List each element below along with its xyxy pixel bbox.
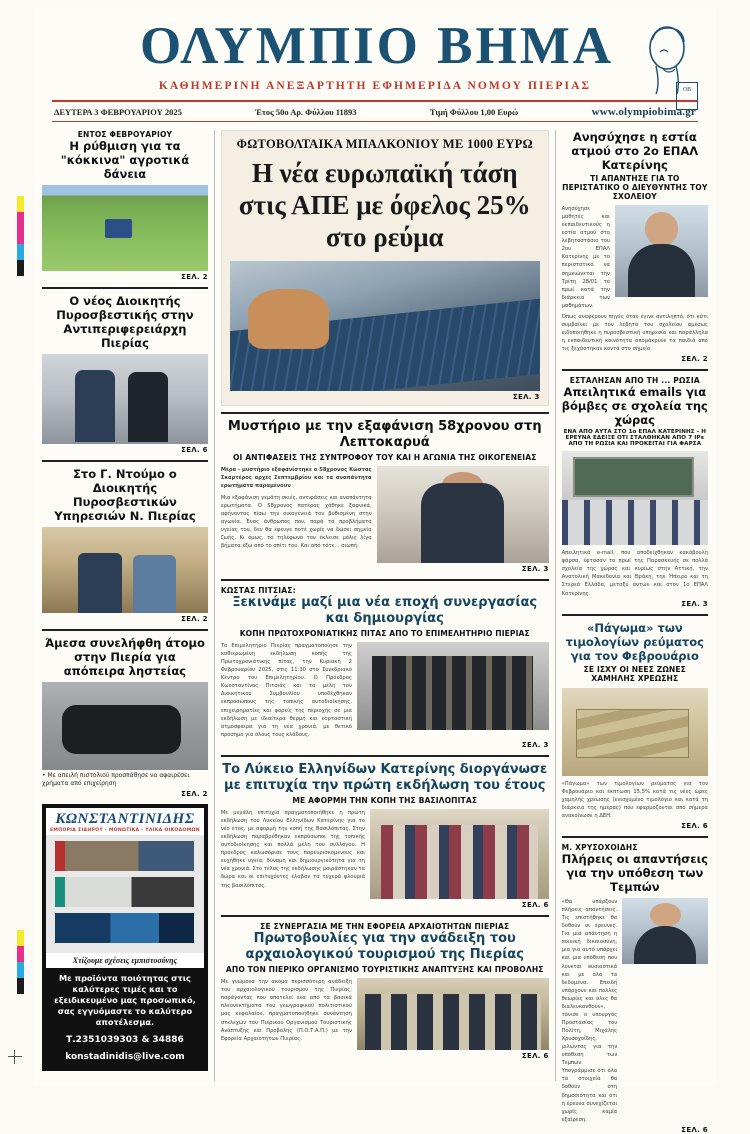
ad-image-collage	[46, 835, 204, 953]
kicker: ΚΩΣΤΑΣ ΠΙΤΣΙΑΣ:	[220, 585, 296, 595]
newspaper-front-page	[34, 8, 716, 1134]
divider	[221, 412, 549, 414]
left-column	[42, 130, 208, 1081]
photo-meeting-table	[357, 978, 549, 1050]
page-reference: ΣΕΛ. 2	[181, 615, 208, 624]
subdeck: ΑΠΟ ΤΟΝ ΠΙΕΡΙΚΟ ΟΡΓΑΝΙΣΜΟ ΤΟΥΡΙΣΤΙΚΗΣ ΑΝΑΠΤΥΞΗΣ ΚΑΙ ΠΡΟΒΟΛΗΣ	[225, 965, 544, 975]
masthead-rule	[52, 100, 698, 102]
headline: Μυστήριο με την εξαφάνιση 58χρονου στη Λεπτοκαρυά	[227, 418, 542, 450]
photo-office-meeting	[42, 527, 208, 613]
story-lykeio-ellinidon[interactable]	[221, 762, 549, 909]
photo-women-event	[370, 809, 549, 899]
story-body: «Πάγωμα» των τιμολογίων ρεύματος για τον Φεβρουάριο και έκπτωση 15,5% κατά τις νέες ώρες χαμηλής χρέωσης (ενισχυμένο τιμολόγιο και κατά τη διάρκεια της ημέρας) που εφαρμόζονται από σήμερα ανακοίνωσε η ΔΕΗ.	[561, 780, 708, 819]
ad-tagline: ΕΜΠΟΡΙΑ ΣΙΔΗΡΟΥ · ΜΟΝΩΤΙΚΑ · ΥΛΙΚΑ ΟΙΚΟΔΟΜΩΝ	[49, 827, 200, 833]
registration-cross-mark	[8, 1050, 22, 1064]
page-reference: ΣΕΛ. 2	[181, 273, 208, 282]
story-epal-steam-incident[interactable]	[562, 130, 708, 363]
subdeck: ΟΙ ΑΝΤΙΦΑΣΕΙΣ ΤΗΣ ΣΥΝΤΡΟΦΟΥ ΤΟΥ ΚΑΙ Η ΑΓΩΝΙΑ ΤΗΣ ΟΙΚΟΓΕΝΕΙΑΣ	[232, 452, 537, 462]
story-body: Μια εξαφάνιση γεμάτη σκιές, αντιφάσεις και αναπάντητα ερωτήματα. Ο 58χρονος πατέρας χάθηκε ξαφνικά, αφήνοντας πίσω την οικογένειά του βυθισμένη στην αγωνία. Ένας άνθρωπος που, παρά τα προβλήματα υγείας του, δεν θα έφευγε ποτέ χωρίς να δώσει σημεία ζωής. Κι όμως, το τηλέφωνό του έκλεισε μόλις λίγα βήματα έξω από το σπίτι του. Και από τότε… σιωπή.	[220, 494, 372, 550]
page-reference: ΣΕΛ. 6	[521, 1052, 549, 1061]
issue-price: Τιμή Φύλλου 1,00 Ευρώ	[429, 107, 519, 117]
page-reference: ΣΕΛ. 6	[681, 1125, 708, 1134]
page-reference: ΣΕΛ. 6	[521, 900, 549, 909]
divider	[562, 369, 708, 371]
page-reference: ΣΕΛ. 3	[521, 564, 549, 573]
photo-firefighter-handshake	[42, 354, 208, 444]
photo-empty-classroom	[562, 451, 708, 545]
masthead-rule-secondary	[52, 121, 698, 122]
headline: Ο νέος Διοικητής Πυροσβεστικής στην Αντιπεριφερειάρχη Πιερίας	[56, 294, 194, 351]
lead-story-photovoltaics[interactable]	[221, 130, 549, 406]
column-separator	[555, 130, 556, 1081]
page-title: ΟΛΥΜΠΙΟ ΒΗΜΑ	[139, 17, 615, 75]
photo-tractor-field	[42, 185, 208, 271]
headline: Ξεκινάμε μαζί μια νέα εποχή συνεργασίας και δημιουργίας	[232, 594, 538, 626]
publisher-badge: ΟΒ	[676, 82, 698, 110]
divider	[221, 755, 549, 757]
story-lead: Ανησύχησε μαθητές και εκπαιδευτικούς η εστία ατμού στο λεβητοστάσιο του 2ου ΕΠΑΛ Κατερίνης με το περιστατικό να σημειώνεται την Τρίτη 28/01 το πρωί κατά την διάρκεια των μαθημάτων.	[561, 206, 610, 309]
kicker: ΕΝΤΟΣ ΦΕΒΡΟΥΑΡΙΟΥ	[77, 130, 173, 139]
ad-logo	[46, 808, 204, 835]
headline: Πρωτοβουλίες για την ανάδειξη του αρχαιολογικού τουρισμού της Πιερίας	[245, 930, 524, 963]
page-reference: ΣΕΛ. 6	[681, 821, 708, 830]
photo-euro-banknotes	[562, 688, 708, 776]
subdeck: ΕΝΑ ΑΠΟ ΑΥΤΑ ΣΤΟ 1ο ΕΠΑΛ ΚΑΤΕΡΙΝΗΣ - Η ΕΡΕΥΝΑ ΕΔΕΙΞΕ ΟΤΙ ΣΤΑΛΘΗΚΑΝ ΑΠΟ 7 ΙΡs ΑΠΟ ΤΗ ΡΩΣΙΑ ΚΑΙ ΠΡΟΚΕΙΤΑΙ ΓΙΑ ΦΑΡΣΑ	[563, 429, 707, 448]
page-reference: ΣΕΛ. 3	[512, 392, 540, 401]
photo-solar-panel-installation	[230, 261, 540, 391]
page-reference: ΣΕΛ. 3	[521, 740, 549, 749]
headline: Η ρύθμιση για τα "κόκκινα" αγροτικά δάνεια	[60, 139, 190, 182]
story-robbery-arrest[interactable]	[42, 636, 208, 798]
story-lead: Μέρα - μυστήριο εξαφανίστηκε ο 58χρονος Κώστας Σκαρτέρος αρχές Σεπτεμβρίου και τα αναπάντητα ερωτήματα παραμένουν	[220, 466, 372, 489]
divider	[42, 629, 208, 631]
middle-column	[221, 130, 549, 1081]
page-reference: ΣΕΛ. 2	[681, 355, 708, 364]
ad-slogan: Χτίζουμε σχέσεις εμπιστοσύνης	[46, 953, 204, 968]
headline: Πλήρεις οι απαντήσεις για την υπόθεση των Τεμπών	[561, 851, 708, 894]
masthead	[34, 8, 716, 126]
content-grid	[34, 126, 716, 1134]
photo-motorcycle	[42, 682, 208, 770]
column-separator	[214, 130, 215, 1081]
website-url[interactable]: www.olympiobima.gr	[591, 106, 696, 118]
story-electricity-price-freeze[interactable]	[562, 621, 708, 830]
divider	[562, 614, 708, 616]
headline: Απειλητικά emails για βόμβες σε σχολεία της χώρας	[561, 385, 708, 428]
story-pitsias-chamber-pie[interactable]	[221, 586, 549, 749]
ad-phone[interactable]: Τ.2351039303 & 34886	[66, 1035, 184, 1046]
ad-company-name: ΚΩΝΣΤΑΝΤΙΝΙΔΗΣ	[55, 810, 195, 827]
story-ntoumos-fire-services[interactable]	[42, 467, 208, 623]
headline: Στο Γ. Ντούμο ο Διοικητής Πυροσβεστικών Υπηρεσιών Ν. Πιερίας	[54, 467, 196, 524]
headline: Άμεσα συνελήφθη άτομο στην Πιερία για απόπειρα ληστείας	[44, 636, 205, 679]
ad-email[interactable]: konstadinidis@live.com	[65, 1051, 185, 1062]
story-body: Με γνώμονα την ακόμα περισσότερη ανάδειξη του αρχαιολογικού τουρισμού της Πιερίας, παράγοντας που αποτελεί ένα από τα βασικά πλεονεκτήματα του γεωγραφικού πολιτιστικού μας κεφαλαίου, πραγματοποιήθηκε συνάντηση στελεχών του Πιερικού Οργανισμού Τουριστικής Ανάπτυξης και Προβολής (Π.Ο.Τ.Α.Π.) με την Εφορεία Αρχαιοτήτων Πιερίας.	[220, 979, 352, 1042]
story-body: Με μεγάλη επιτυχία πραγματοποιήθηκε η πρώτη εκδήλωση του Λυκείου Ελληνίδων Κατερίνης για το νέο έτος, με αφορμή την κοπή της Βασιλόπιτας. Στην εκδήλωση παραβρέθηκαν εκπρόσωποι της τοπικής αυτοδιοίκησης και πολλά μέλη του συλλόγου. Η πρόεδρος καλωσόρισε τους παρευρισκόμενους και ευχήθηκε υγεία, δύναμη και δημιουργικότητα για τη νέα χρονιά. Στο τέλος της εκδήλωσης μοιράστηκαν τα δώρα και οι επιτυχόντες έλαβαν τα τυχερά φλουριά της βασιλόπιτας.	[220, 809, 366, 889]
subdeck: ΤΙ ΑΠΑΝΤΗΣΕ ΓΙΑ ΤΟ ΠΕΡΙΣΤΑΤΙΚΟ Ο ΔΙΕΥΘΥΝΤΗΣ ΤΟΥ ΣΧΟΛΕΙΟΥ	[562, 174, 708, 202]
masthead-info-line	[54, 106, 696, 118]
page-reference: ΣΕΛ. 6	[181, 446, 208, 455]
kicker: Μ. ΧΡΥΣΟΧΟΙΔΗΣ	[561, 842, 638, 852]
divider	[42, 287, 208, 289]
issue-date: ΔΕΥΤΕΡΑ 3 ΦΕΒΡΟΥΑΡΙΟΥ 2025	[54, 107, 182, 117]
right-column	[561, 130, 708, 1134]
headline: Το Λύκειο Ελληνίδων Κατερίνης διοργάνωσε με επιτυχία την πρώτη εκδήλωση του έτους	[222, 761, 548, 793]
story-bomb-threat-emails[interactable]	[562, 376, 708, 607]
photo-priests-ceremony	[357, 642, 549, 730]
kicker: ΣΕ ΣΥΝΕΡΓΑΣΙΑ ΜΕ ΤΗΝ ΕΦΟΡΕΙΑ ΑΡΧΑΙΟΤΗΤΩΝ ΠΙΕΡΙΑΣ	[260, 921, 510, 931]
issue-number: Έτος 50ο Αρ. Φύλλου 11893	[255, 107, 357, 117]
subdeck: ΣΕ ΙΣΧΥ ΟΙ ΝΕΕΣ ΖΩΝΕΣ ΧΑΜΗΛΗΣ ΧΡΕΩΣΗΣ	[583, 664, 686, 683]
photo-caption: • Με απειλή πιστολιού προσπάθησε να αφαιρέσει χρήματα από επιχείρηση	[42, 772, 190, 788]
page-reference: ΣΕΛ. 3	[681, 599, 708, 608]
headline: Ανησύχησε η εστία ατμού στο 2ο ΕΠΑΛ Κατερίνης	[571, 130, 699, 173]
story-archaeological-tourism[interactable]	[221, 922, 549, 1060]
subdeck: ΜΕ ΑΦΟΡΜΗ ΤΗΝ ΚΟΠΗ ΤΗΣ ΒΑΣΙΛΟΠΙΤΑΣ	[292, 795, 478, 805]
cmyk-registration-bar-bottom	[17, 930, 24, 994]
overline: ΦΩΤΟΒΟΛΤΑΙΚΑ ΜΠΑΛΚΟΝΙΟΥ ΜΕ 1000 ΕΥΡΩ	[236, 137, 533, 151]
kicker: ΕΣΤΑΛΗΣΑΝ ΑΠΟ ΤΗ ... ΡΩΣΙΑ	[569, 376, 700, 386]
photo-minister-portrait	[622, 898, 708, 964]
story-lead: «Θα υπάρξουν πλήρεις απαντήσεις. Τις επιστήθηκε θα δοθούν οι έρευνες. Για μια απάντηση η ποινική δικαιοσύνη, μια για αυτό υπάρχει και μια υπόθεση που λύνεται ουσιαστικά και με όλα τα δεδομένα. Επειδή υπάρχουν και πολλές θεωρίες και όλες θα διαλευκανθούν», τόνισε ο υπουργός Προστασίας του Πολίτη, Μιχάλης Χρυσοχοΐδης, μιλώντας για την υπόθεση των Τεμπών. Υπογράμμισε ότι όλα τα στοιχεία θα δοθούν στη δημοσιότητα και ότι η έρευνα συνεχίζεται χωρίς καμία εξαίρεση.	[561, 899, 618, 1123]
divider	[221, 579, 549, 581]
story-body: Το Επιμελητήριο Πιερίας πραγματοποίησε την καθιερωμένη εκδήλωση κοπής της Πρωτοχρονιάτικης πίτας, την Κυριακή 2 Φεβρουαρίου 2025, στις 11:30 στο Συνεδριακό Κέντρο του Επιμελητηρίου. Ο Πρόεδρος Κωνσταντίνος Πιτσιάς και τα μέλη του Διοικητικού Συμβουλίου υποδέχθηκαν εκπροσώπους της τοπικής αυτοδιοίκησης, επιχειρηματίες και φορείς της περιοχής σε μια εκδήλωση με ιδιαίτερα θερμή και εορταστική ατμόσφαιρα για τη νέα χρονιά, με θετικό πρόσημο για όλους τους κλάδους.	[220, 643, 352, 738]
headline: «Πάγωμα» των τιμολογίων ρεύματος για τον Φεβρουάριο	[565, 620, 704, 663]
cmyk-registration-bar-top	[17, 196, 24, 276]
photo-school-director-portrait	[615, 205, 708, 297]
advertisement-konstantinidis[interactable]	[42, 804, 208, 1072]
masthead-subtitle: ΚΑΘΗΜΕΡΙΝΗ ΑΝΕΞΑΡΤΗΤΗ ΕΦΗΜΕΡΙΔΑ ΝΟΜΟΥ ΠΙΕΡΙΑΣ	[158, 80, 592, 92]
lead-headline: Η νέα ευρωπαϊκή τάση στις ΑΠΕ με όφελος 25% στο ρεύμα	[238, 158, 531, 252]
story-body: Όπως αναφέρουν πηγές όταν έγινε αντιληπτό, ότι κάτι συμβαίνει με τον λέβητα του σχολείου αμέσως ειδοποιήθηκε η πυροσβεστική υπηρεσία και παράλληλα η εκπαιδευτική κοινότητα απομάκρυνε τα παιδιά από τις ξεχάστηκαν κοντά στο σημείο.	[561, 313, 708, 353]
divider	[562, 836, 708, 838]
ad-body-text: Με προϊόντα ποιότητας στις καλύτερες τιμές και το εξειδικευμένο μας προσωπικό, σας εγγυόμαστε το καλύτερο αποτέλεσμα.	[54, 972, 196, 1028]
photo-man-with-dog	[377, 466, 549, 563]
story-agricultural-loans[interactable]	[42, 130, 208, 281]
divider	[42, 460, 208, 462]
divider	[221, 915, 549, 917]
story-missing-person-leptokarya[interactable]	[221, 419, 549, 573]
page-reference: ΣΕΛ. 2	[181, 789, 208, 798]
story-fire-commander-vice-governor[interactable]	[42, 294, 208, 454]
story-body: Απειλητικά e-mail, που αποδείχθηκαν κακόβουλη φάρσα, έφτασαν το πρωί της Παρασκευής σε πολλά σχολεία της χώρας και κυρίως στην Αττική, την Ανατολική Μακεδονία και Θράκη, την Ήπειρο και τη Στερεά Ελλάδα, μεταξύ αυτών και στον 1ο ΕΠΑΛ Κατερίνης.	[561, 550, 708, 597]
story-chrysochoidis-tempi[interactable]	[562, 843, 708, 1134]
subdeck: ΚΟΠΗ ΠΡΩΤΟΧΡΟΝΙΑΤΙΚΗΣ ΠΙΤΑΣ ΑΠΟ ΤΟ ΕΠΙΜΕΛΗΤΗΡΙΟ ΠΙΕΡΙΑΣ	[239, 629, 530, 639]
